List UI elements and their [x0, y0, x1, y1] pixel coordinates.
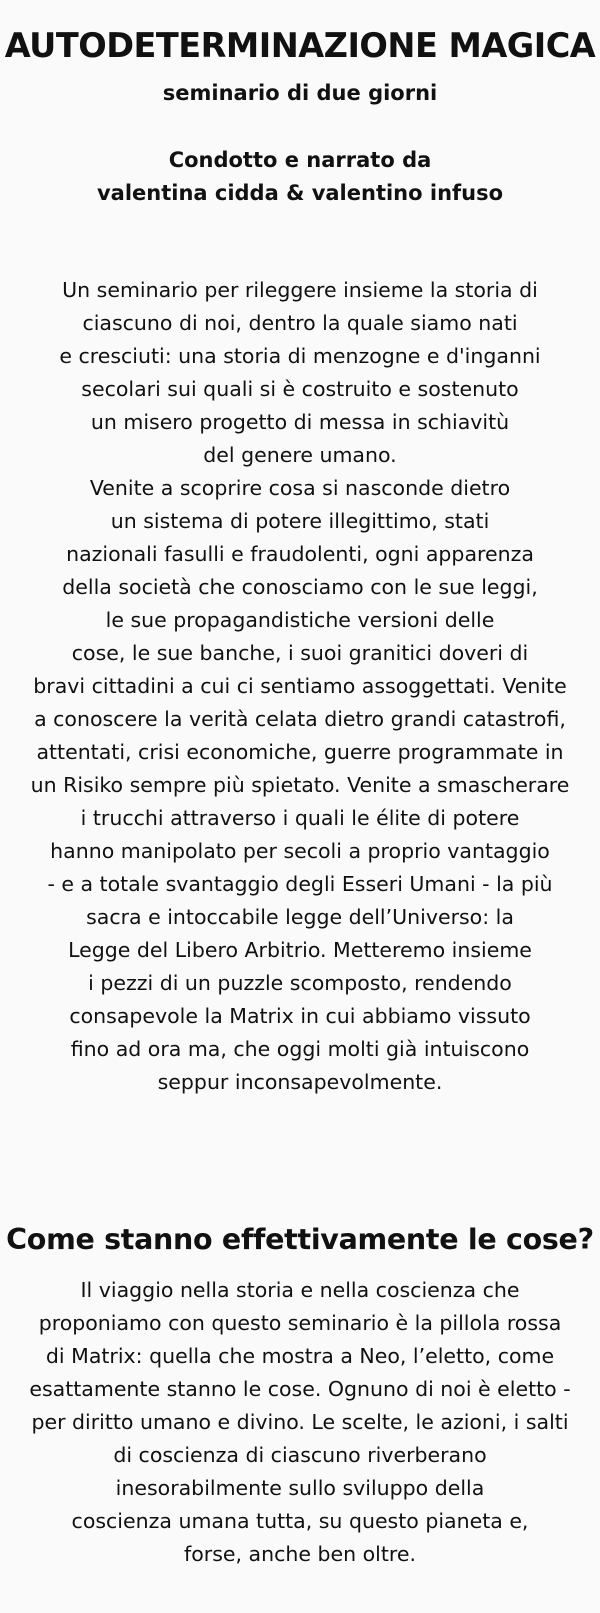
text-line: e cresciuti: una storia di menzogne e d'inganni	[59, 344, 541, 368]
credits-line: Condotto e narrato da	[168, 148, 432, 172]
text-line: proponiamo con questo seminario è la pillola rossa	[38, 1311, 562, 1335]
intro-paragraph	[0, 274, 600, 1099]
text-line: le sue propagandistiche versioni delle	[105, 608, 495, 632]
text-line: esattamente stanno le cose. Ognuno di noi è eletto -	[29, 1377, 571, 1401]
text-line: un Risiko sempre più spietato. Venite a smascherare	[30, 773, 570, 797]
text-line: per diritto umano e divino. Le scelte, le azioni, i salti	[31, 1410, 569, 1434]
text-line: di coscienza di ciascuno riverberano	[113, 1443, 487, 1467]
text-line: Venite a scoprire cosa si nasconde dietro	[89, 476, 511, 500]
text-line: i trucchi attraverso i quali le élite di potere	[80, 806, 520, 830]
text-line: di Matrix: quella che mostra a Neo, l’eletto, come	[45, 1344, 555, 1368]
credits	[0, 144, 600, 210]
text-line: fino ad ora ma, che oggi molti già intuiscono	[70, 1037, 530, 1061]
text-line: i pezzi di un puzzle scomposto, rendendo	[88, 971, 512, 995]
section-heading: Come stanno effettivamente le cose?	[6, 1222, 594, 1256]
text-line: nazionali fasulli e fraudolenti, ogni apparenza	[66, 542, 534, 566]
text-line: del genere umano.	[203, 443, 397, 467]
text-line: Il viaggio nella storia e nella coscienza che	[80, 1278, 520, 1302]
subtitle: seminario di due giorni	[162, 81, 438, 105]
text-line: forse, anche ben oltre.	[184, 1542, 416, 1566]
text-line: consapevole la Matrix in cui abbiamo vissuto	[69, 1004, 531, 1028]
text-line: ciascuno di noi, dentro la quale siamo nati	[82, 311, 518, 335]
text-line: sacra e intoccabile legge dell’Universo: la	[86, 905, 514, 929]
text-line: Un seminario per rileggere insieme la storia di	[62, 278, 538, 302]
text-line: un misero progetto di messa in schiavitù	[90, 410, 510, 434]
credits-authors: valentina cidda & valentino infuso	[96, 181, 504, 205]
text-line: bravi cittadini a cui ci sentiamo assoggettati. Venite	[33, 674, 567, 698]
text-line: un sistema di potere illegittimo, stati	[110, 509, 490, 533]
text-line: hanno manipolato per secoli a proprio vantaggio	[50, 839, 550, 863]
section-paragraph	[0, 1274, 600, 1571]
text-line: - e a totale svantaggio degli Esseri Umani - la più	[47, 872, 553, 896]
text-line: secolari sui quali si è costruito e sostenuto	[81, 377, 519, 401]
text-line: seppur inconsapevolmente.	[157, 1070, 443, 1094]
page-title: AUTODETERMINAZIONE MAGICA	[4, 26, 596, 66]
text-line: a conoscere la verità celata dietro grandi catastrofi,	[34, 707, 566, 731]
text-line: Legge del Libero Arbitrio. Metteremo insieme	[68, 938, 532, 962]
text-line: coscienza umana tutta, su questo pianeta e,	[71, 1509, 529, 1533]
text-line: della società che conosciamo con le sue leggi,	[62, 575, 538, 599]
text-line: cose, le sue banche, i suoi granitici doveri di	[71, 641, 529, 665]
text-line: attentati, crisi economiche, guerre programmate in	[36, 740, 564, 764]
text-line: inesorabilmente sullo sviluppo della	[115, 1476, 485, 1500]
